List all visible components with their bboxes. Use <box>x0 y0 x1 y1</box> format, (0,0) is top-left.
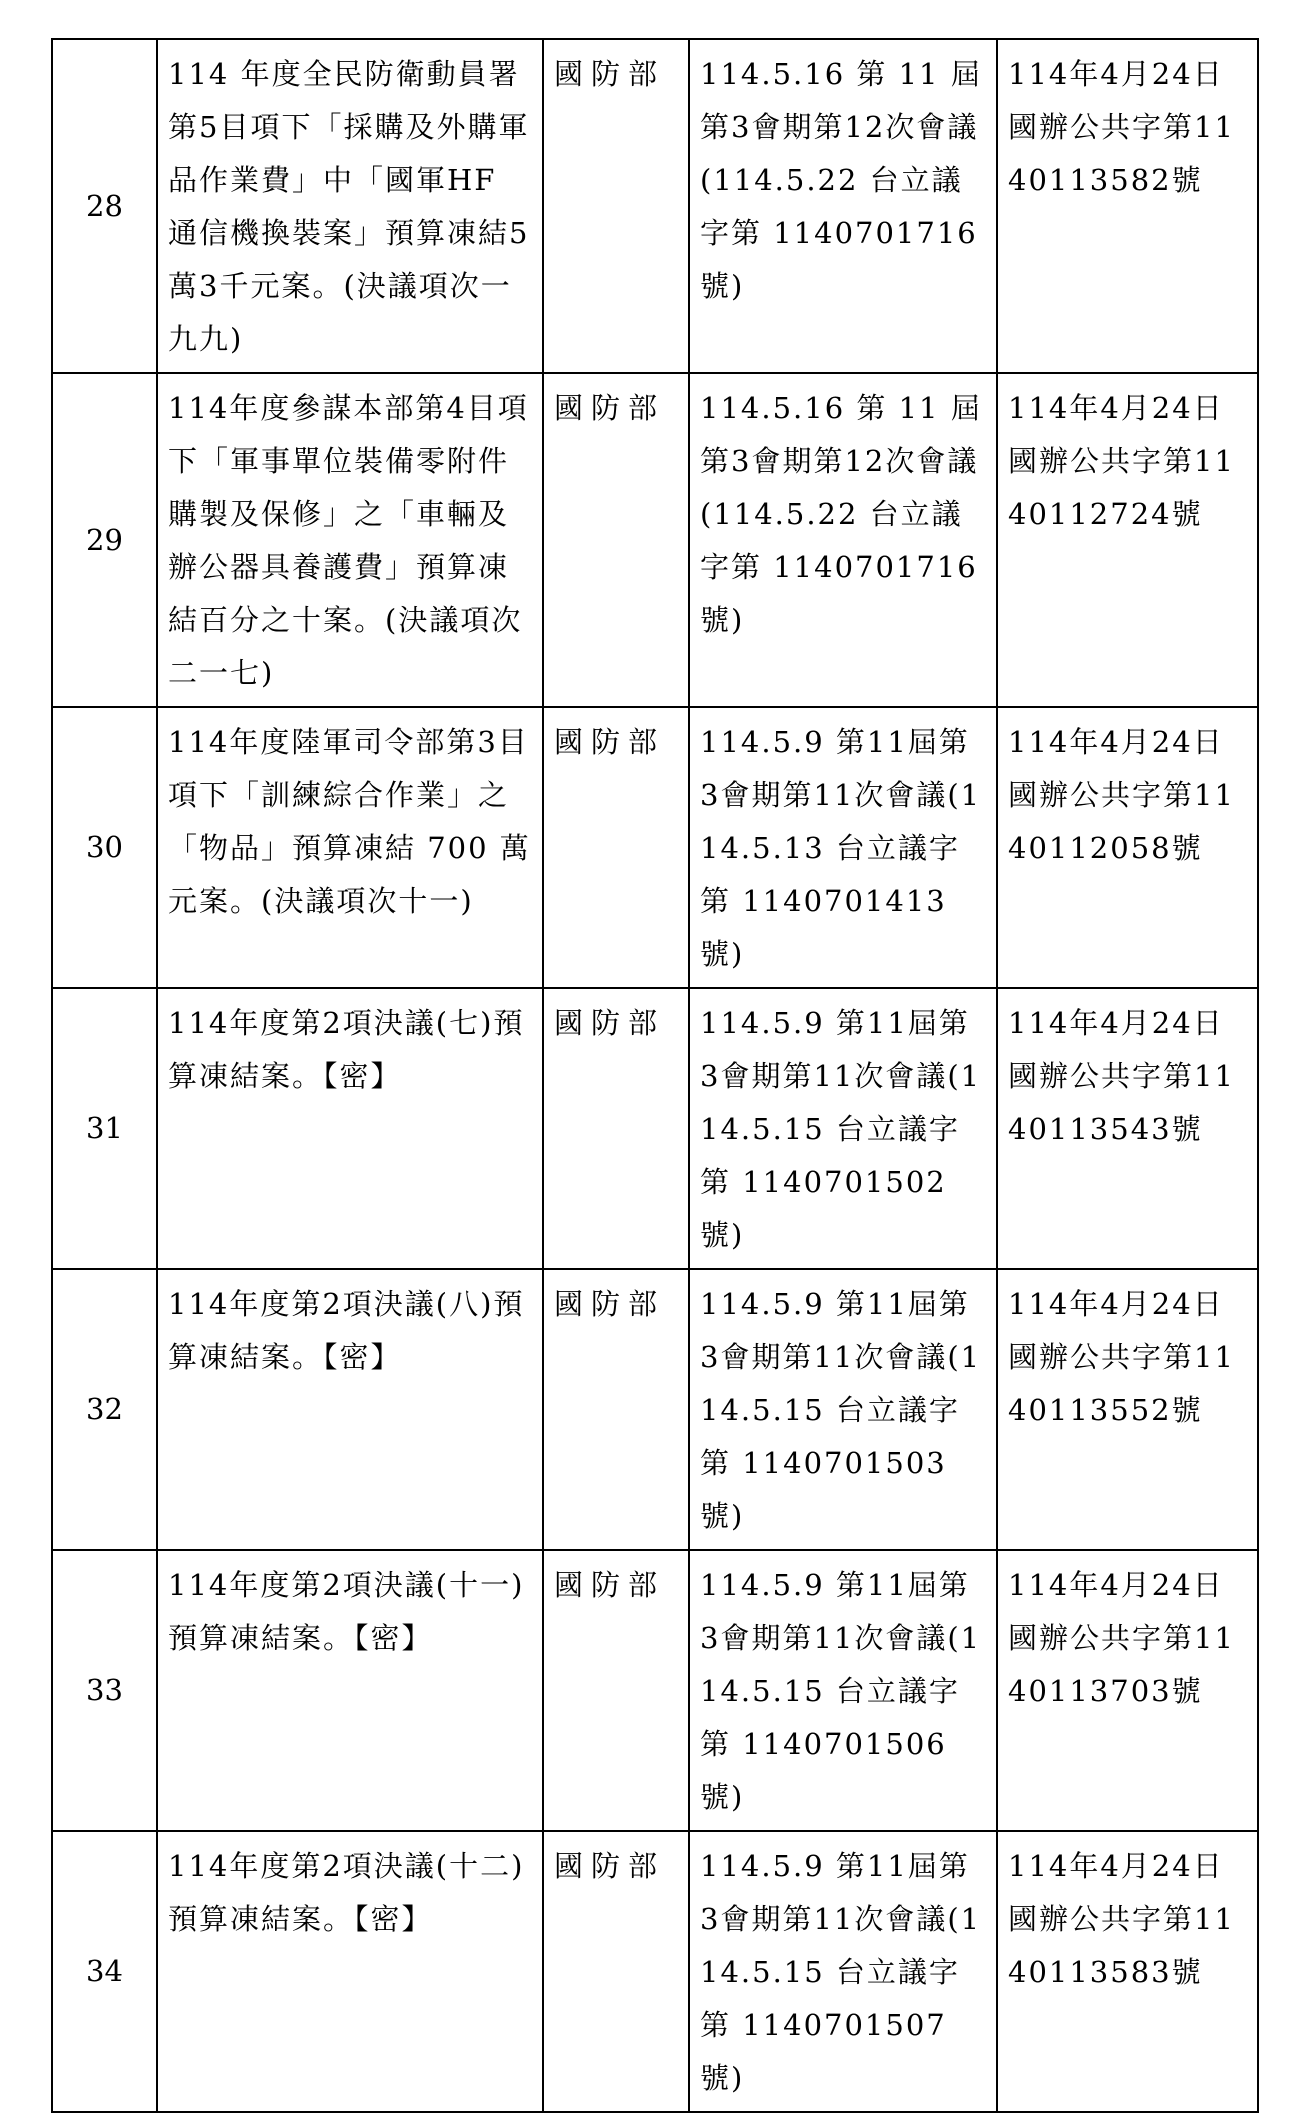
row-number: 33 <box>52 1550 157 1831</box>
table-row <box>52 373 1258 707</box>
row-number: 30 <box>52 707 157 988</box>
resolution-reference: 114.5.9 第11屆第3會期第11次會議(114.5.13 台立議字第 1140701413 號) <box>689 707 997 988</box>
row-number: 34 <box>52 1831 157 2112</box>
document-reference: 114年4月24日國辦公共字第1140113543號 <box>997 988 1258 1269</box>
resolution-reference: 114.5.9 第11屆第3會期第11次會議(114.5.15 台立議字第 1140701503 號) <box>689 1269 997 1550</box>
document-reference: 114年4月24日國辦公共字第1140112724號 <box>997 373 1258 707</box>
table-row <box>52 1550 1258 1831</box>
case-description: 114年度第2項決議(十二)預算凍結案。【密】 <box>157 1831 543 2112</box>
case-description: 114年度第2項決議(八)預算凍結案。【密】 <box>157 1269 543 1550</box>
budget-freeze-table <box>51 38 1259 2113</box>
agency-name: 國防部 <box>543 988 689 1269</box>
resolution-reference: 114.5.9 第11屆第3會期第11次會議(114.5.15 台立議字第 1140701507 號) <box>689 1831 997 2112</box>
row-number: 31 <box>52 988 157 1269</box>
resolution-reference: 114.5.16 第 11 屆第3會期第12次會議(114.5.22 台立議字第 1140701716 號) <box>689 39 997 373</box>
document-reference: 114年4月24日國辦公共字第1140113582號 <box>997 39 1258 373</box>
agency-name: 國防部 <box>543 1269 689 1550</box>
table-row <box>52 1831 1258 2112</box>
case-description: 114年度第2項決議(十一)預算凍結案。【密】 <box>157 1550 543 1831</box>
table-row <box>52 988 1258 1269</box>
resolution-reference: 114.5.16 第 11 屆第3會期第12次會議(114.5.22 台立議字第 1140701716 號) <box>689 373 997 707</box>
row-number: 32 <box>52 1269 157 1550</box>
document-reference: 114年4月24日國辦公共字第1140113703號 <box>997 1550 1258 1831</box>
table-row <box>52 707 1258 988</box>
agency-name: 國防部 <box>543 1550 689 1831</box>
resolution-reference: 114.5.9 第11屆第3會期第11次會議(114.5.15 台立議字第 1140701506 號) <box>689 1550 997 1831</box>
agency-name: 國防部 <box>543 1831 689 2112</box>
document-reference: 114年4月24日國辦公共字第1140112058號 <box>997 707 1258 988</box>
agency-name: 國防部 <box>543 39 689 373</box>
document-reference: 114年4月24日國辦公共字第1140113583號 <box>997 1831 1258 2112</box>
table-row <box>52 1269 1258 1550</box>
case-description: 114 年度全民防衛動員署第5目項下「採購及外購軍品作業費」中「國軍HF 通信機換裝案」預算凍結5萬3千元案。(決議項次一九九) <box>157 39 543 373</box>
agency-name: 國防部 <box>543 707 689 988</box>
row-number: 28 <box>52 39 157 373</box>
case-description: 114年度參謀本部第4目項下「軍事單位裝備零附件購製及保修」之「車輛及辦公器具養護費」預算凍結百分之十案。(決議項次二一七) <box>157 373 543 707</box>
resolution-reference: 114.5.9 第11屆第3會期第11次會議(114.5.15 台立議字第 1140701502 號) <box>689 988 997 1269</box>
agency-name: 國防部 <box>543 373 689 707</box>
case-description: 114年度第2項決議(七)預算凍結案。【密】 <box>157 988 543 1269</box>
document-reference: 114年4月24日國辦公共字第1140113552號 <box>997 1269 1258 1550</box>
table-row <box>52 39 1258 373</box>
row-number: 29 <box>52 373 157 707</box>
case-description: 114年度陸軍司令部第3目項下「訓練綜合作業」之「物品」預算凍結 700 萬元案。(決議項次十一) <box>157 707 543 988</box>
